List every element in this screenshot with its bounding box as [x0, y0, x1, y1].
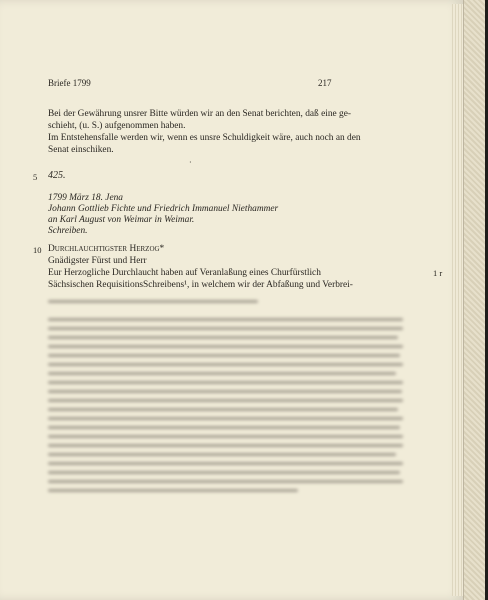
line-number-5: 5	[33, 172, 38, 182]
letter-date-place: 1799 März 18. Jena	[48, 193, 123, 203]
body-line-2: schieht, (u. S.) aufgenommen haben.	[48, 121, 186, 131]
letter-line-4: Sächsischen RequisitionsSchreibens¹, in welchem wir der Abfaßung und Verbrei-	[48, 280, 353, 290]
salutation-line-2: Gnädigster Fürst und Herr	[48, 256, 147, 266]
blurred-footnotes	[48, 296, 408, 506]
folio-marker: 1 r	[433, 268, 443, 278]
letter-number: 425.	[48, 170, 66, 181]
line-number-10: 10	[33, 245, 42, 255]
body-line-1: Bei der Gewährung unsrer Bitte würden wir an den Senat berichten, daß eine ge-	[48, 109, 352, 119]
salutation: Durchlauchtigster Herzog*	[48, 244, 165, 254]
letter-authors: Johann Gottlieb Fichte und Friedrich Immanuel Niethammer	[48, 204, 279, 214]
letter-line-3: Eur Herzogliche Durchlaucht haben auf Veranlaßung eines Churfürstlich	[48, 268, 321, 278]
letter-recipient: an Karl August von Weimar in Weimar.	[48, 215, 195, 225]
running-header: Briefe 1799	[48, 78, 91, 88]
letter-type: Schreiben.	[48, 226, 88, 236]
separator-dot: ·	[189, 158, 192, 167]
body-line-3: Im Entstehensfalle werden wir, wenn es unsre Schuldigkeit wäre, auch noch an den	[48, 133, 361, 143]
page-number: 217	[318, 78, 332, 88]
body-line-4: Senat einschiken.	[48, 145, 114, 155]
